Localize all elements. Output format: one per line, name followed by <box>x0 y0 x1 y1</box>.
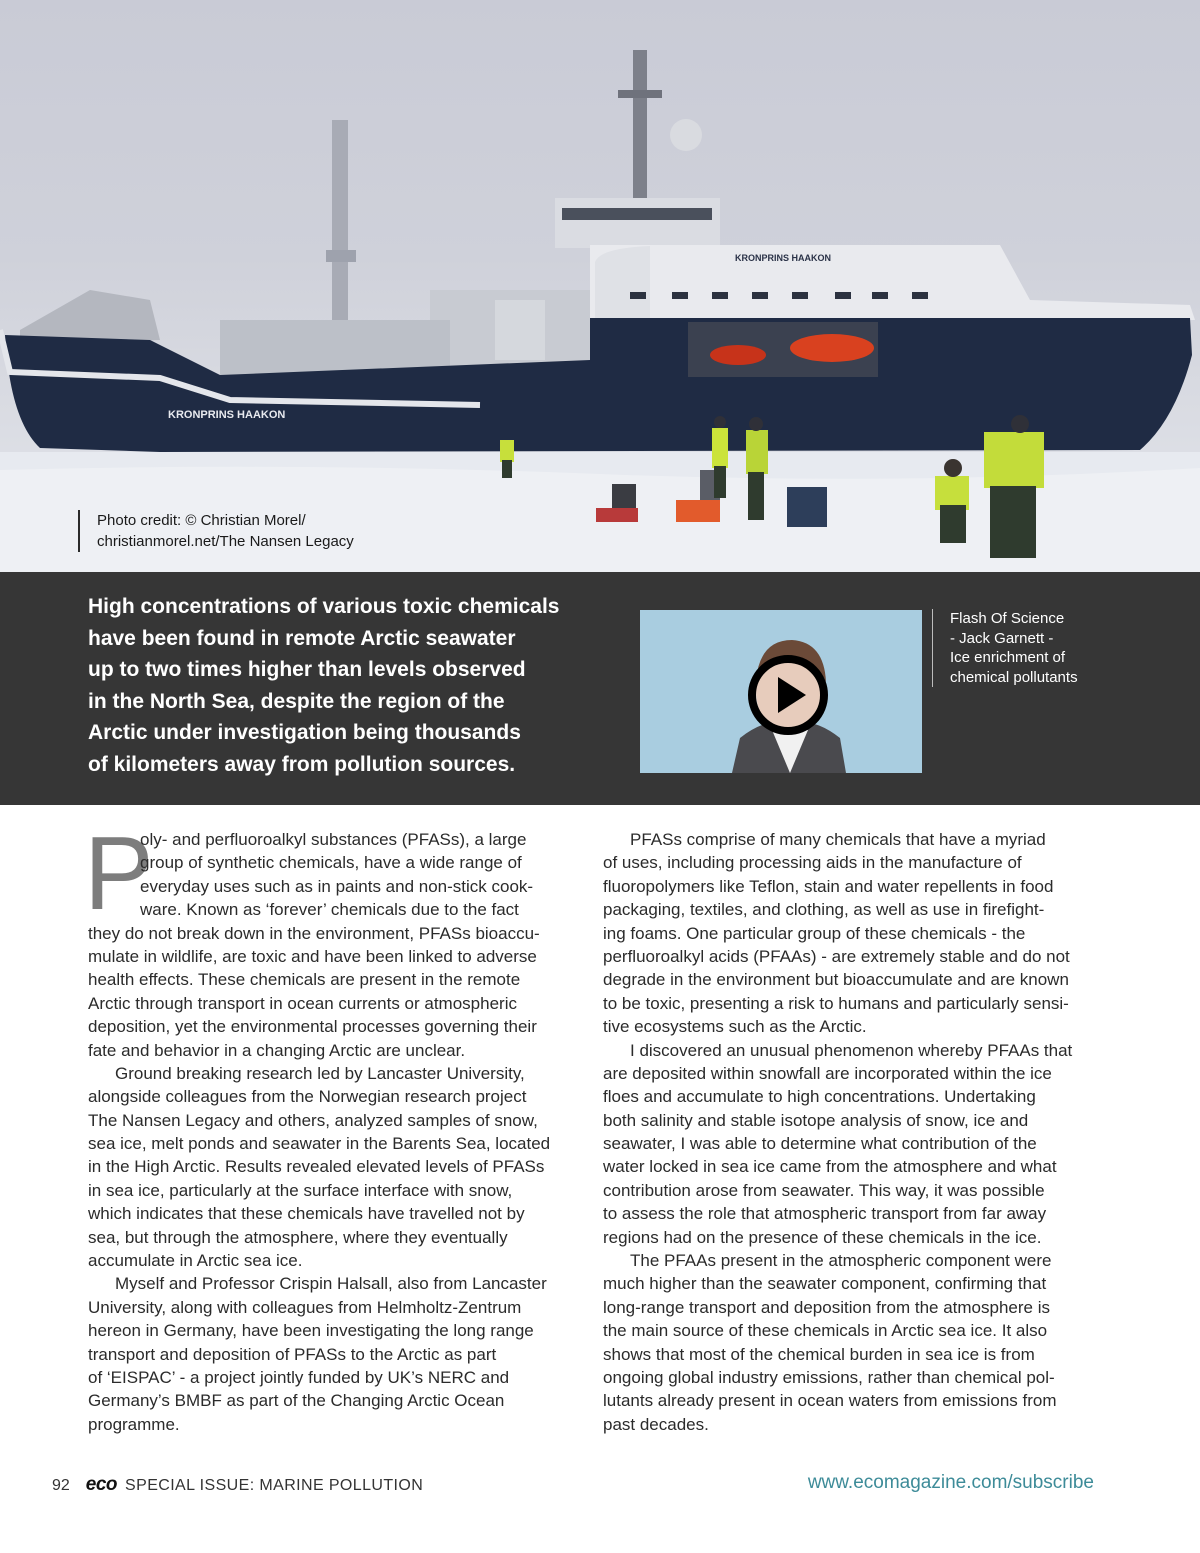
page-number: 92 <box>52 1477 70 1494</box>
text-line: group of synthetic chemicals, have a wide range of <box>140 853 522 873</box>
text-line: oly- and perfluoroalkyl substances (PFASs), a large <box>140 830 527 849</box>
drop-cap: P <box>84 816 154 932</box>
text-line: Myself and Professor Crispin Halsall, also from Lancaster <box>115 1274 547 1294</box>
article-column-left <box>88 828 583 1436</box>
text-line: alongside colleagues from the Norwegian research project <box>88 1087 527 1107</box>
subscribe-link[interactable]: www.ecomagazine.com/subscribe <box>807 1472 1094 1493</box>
text-line: to assess the role that atmospheric transport from far away <box>603 1204 1047 1224</box>
text-line: health effects. These chemicals are present in the remote <box>88 970 521 990</box>
text-line: of uses, including processing aids in the manufacture of <box>603 853 1022 873</box>
page-footer <box>52 1474 423 1496</box>
standfirst-line: in the North Sea, despite the region of the <box>88 689 505 713</box>
photo-credit-line: Photo credit: © Christian Morel/ <box>97 512 306 529</box>
hero-photo <box>0 0 1200 572</box>
standfirst-line: of kilometers away from pollution sources. <box>88 752 516 776</box>
ship-name-aft: KRONPRINS HAAKON <box>168 409 286 421</box>
text-line: transport and deposition of PFASs to the Arctic as part <box>88 1344 497 1364</box>
text-line: both salinity and stable isotope analysis of snow, ice and <box>603 1110 1029 1130</box>
text-line: tive ecosystems such as the Arctic. <box>603 1017 867 1037</box>
article-column-right <box>603 828 1103 1436</box>
standfirst-line: up to two times higher than levels observed <box>88 658 526 681</box>
standfirst-line: have been found in remote Arctic seawater <box>88 626 516 650</box>
text-line: sea, but through the atmosphere, where they eventually <box>88 1227 508 1247</box>
text-line: accumulate in Arctic sea ice. <box>88 1251 303 1271</box>
text-line: seawater, I was able to determine what contribution of the <box>603 1134 1037 1154</box>
text-line: Ground breaking research led by Lancaster University, <box>115 1063 525 1083</box>
text-line: Germany’s BMBF as part of the Changing Arctic Ocean <box>88 1391 505 1411</box>
text-line: perfluoroalkyl acids (PFAAs) - are extremely stable and do not <box>603 946 1070 966</box>
photo-credit <box>78 510 354 552</box>
text-line: ware. Known as ‘forever’ chemicals due to the fact <box>140 900 519 920</box>
text-line: water locked in sea ice came from the atmosphere and what <box>603 1157 1057 1177</box>
ship-illustration <box>0 0 1200 572</box>
brand-logo: eco <box>85 1474 118 1495</box>
video-caption-line: Ice enrichment of <box>950 649 1066 667</box>
standfirst-band <box>0 572 1200 805</box>
text-line: sea ice, melt ponds and seawater in the Barents Sea, located <box>88 1134 551 1154</box>
text-line: much higher than the seawater component, confirming that <box>603 1274 1047 1294</box>
standfirst-line: Arctic under investigation being thousands <box>88 721 521 744</box>
text-line: packaging, textiles, and clothing, as well as use in firefight- <box>603 900 1045 920</box>
text-line: in sea ice, particularly at the surface interface with snow, <box>88 1180 513 1200</box>
text-line: which indicates that these chemicals have travelled not by <box>88 1204 525 1224</box>
issue-label: SPECIAL ISSUE: MARINE POLLUTION <box>125 1477 424 1494</box>
text-line: University, along with colleagues from Helmholtz-Zentrum <box>88 1297 522 1317</box>
text-line: mulate in wildlife, are toxic and have been linked to adverse <box>88 946 537 966</box>
standfirst <box>88 591 588 780</box>
text-line: regions had on the presence of these chemicals in the ice. <box>603 1227 1042 1247</box>
text-line: past decades. <box>603 1414 709 1434</box>
text-line: long-range transport and deposition from the atmosphere is <box>603 1297 1050 1317</box>
text-line: Arctic through transport in ocean currents or atmospheric <box>88 993 517 1013</box>
text-line: I discovered an unusual phenomenon whereby PFAAs that <box>630 1040 1073 1060</box>
text-line: ing foams. One particular group of these chemicals - the <box>603 923 1026 943</box>
text-line: The Nansen Legacy and others, analyzed samples of snow, <box>88 1110 538 1130</box>
text-line: lutants already present in ocean waters from emissions from <box>603 1391 1057 1411</box>
video-caption-line: - Jack Garnett - <box>950 629 1054 647</box>
text-line: floes and accumulate to high concentrations. Undertaking <box>603 1087 1036 1107</box>
play-icon[interactable] <box>748 655 828 735</box>
video-caption-line: chemical pollutants <box>950 668 1078 686</box>
text-line: fluoropolymers like Teflon, stain and water repellents in food <box>603 876 1054 896</box>
text-line: are deposited within snowfall are incorporated within the ice <box>603 1063 1052 1083</box>
text-line: they do not break down in the environment, PFASs bioaccu- <box>88 923 540 943</box>
video-thumbnail[interactable] <box>640 610 922 773</box>
text-line: The PFAAs present in the atmospheric component were <box>630 1251 1052 1271</box>
text-line: to be toxic, presenting a risk to humans and particularly sensi- <box>603 993 1069 1013</box>
text-line: of ‘EISPAC’ - a project jointly funded by UK’s NERC and <box>88 1367 510 1387</box>
text-line: everyday uses such as in paints and non-stick cook- <box>140 876 534 896</box>
text-line: fate and behavior in a changing Arctic are unclear. <box>88 1040 466 1060</box>
text-line: contribution arose from seawater. This way, it was possible <box>603 1180 1045 1200</box>
ship-name-bow: KRONPRINS HAAKON <box>735 253 832 263</box>
text-line: the main source of these chemicals in Arctic sea ice. It also <box>603 1321 1048 1341</box>
text-line: shows that most of the chemical burden in sea ice is from <box>603 1344 1035 1364</box>
text-line: hereon in Germany, have been investigating the long range <box>88 1321 534 1341</box>
text-line: deposition, yet the environmental processes governing their <box>88 1017 537 1037</box>
text-line: degrade in the environment but bioaccumulate and are known <box>603 970 1069 990</box>
standfirst-line: High concentrations of various toxic chemicals <box>88 595 560 618</box>
text-line: ongoing global industry emissions, rather than chemical pol- <box>603 1367 1055 1387</box>
text-line: in the High Arctic. Results revealed elevated levels of PFASs <box>88 1157 545 1177</box>
video-caption-line: Flash Of Science <box>950 610 1065 627</box>
photo-credit-line: christianmorel.net/The Nansen Legacy <box>97 533 354 550</box>
text-line: PFASs comprise of many chemicals that have a myriad <box>630 830 1046 849</box>
video-caption <box>932 609 1078 687</box>
text-line: programme. <box>88 1414 180 1434</box>
